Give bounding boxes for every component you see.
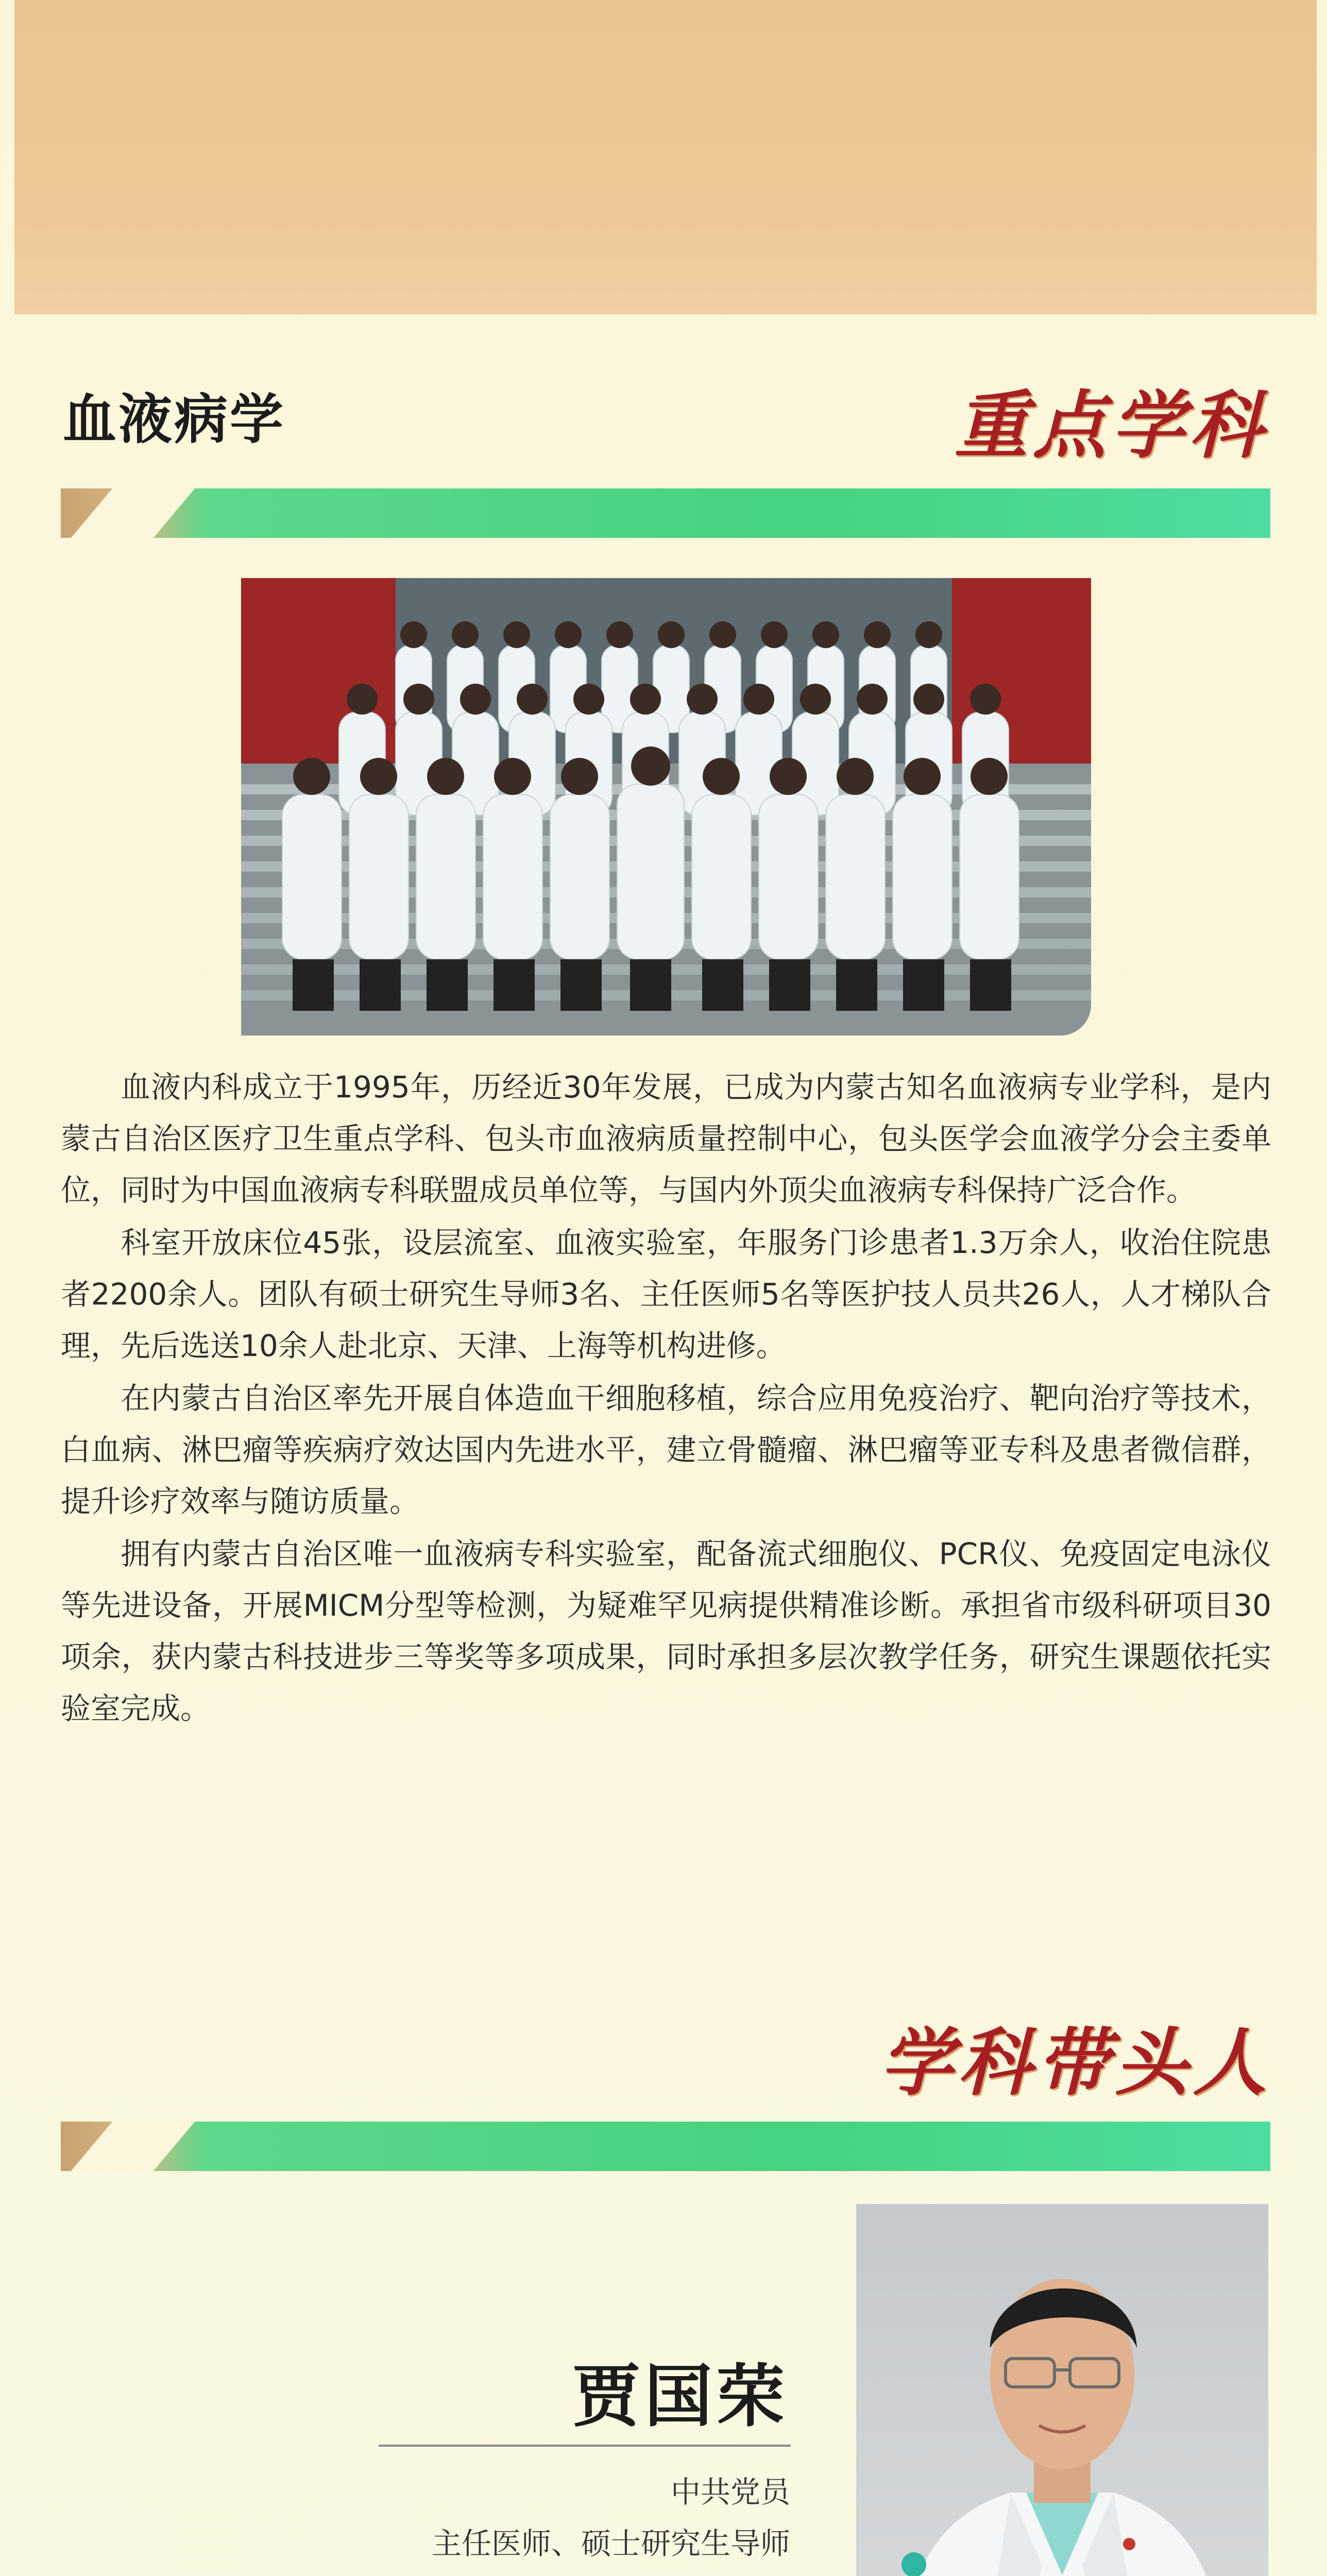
- leader-portrait: [856, 2204, 1268, 2576]
- header-accent-bar: [61, 488, 1270, 538]
- department-paragraph-3: 在内蒙古自治区率先开展自体造血干细胞移植，综合应用免疫治疗、靶向治疗等技术，白血病、淋巴瘤等疾病疗效达国内先进水平，建立骨髓瘤、淋巴瘤等亚专科及患者微信群，提升诊疗效率与随访质量。: [61, 1381, 1271, 1519]
- department-paragraph-4: 拥有内蒙古自治区唯一血液病专科实验室，配备流式细胞仪、PCR仪、免疫固定电泳仪等先进设备，开展MICM分型等检测，为疑难罕见病提供精准诊断。承担省市级科研项目30项余，获内蒙古科技进步三等奖等多项成果，同时承担多层次教学任务，研究生课题依托实验室完成。: [61, 1536, 1271, 1726]
- section-title: 血液病学: [63, 388, 286, 451]
- leader-accent-bar: [61, 2122, 1270, 2171]
- leader-party: 中共党员: [670, 2475, 790, 2510]
- leader-name: 贾国荣: [572, 2357, 789, 2436]
- department-paragraph-2: 科室开放床位45张，设层流室、血液实验室，年服务门诊患者1.3万余人，收治住院患者2200余人。团队有硕士研究生导师3名、主任医师5名等医护技人员共26人，人才梯队合理，先后选送10余人赴北京、天津、上海等机构进修。: [61, 1225, 1271, 1363]
- department-paragraph-1: 血液内科成立于1995年，历经近30年发展，已成为内蒙古知名血液病专业学科，是内蒙古自治区医疗卫生重点学科、包头市血液病质量控制中心，包头医学会血液学分会主委单位，同时为中国血液病专科联盟成员单位等，与国内外顶尖血液病专科保持广泛合作。: [61, 1070, 1271, 1208]
- name-divider: [379, 2445, 791, 2447]
- banner-title-key-discipline: 重点学科: [955, 383, 1268, 468]
- top-color-band: [14, 0, 1317, 314]
- leader-title: 主任医师、硕士研究生导师: [431, 2526, 790, 2561]
- banner-title-discipline-leader: 学科带头人: [880, 2021, 1271, 2106]
- team-photo: [241, 578, 1091, 1036]
